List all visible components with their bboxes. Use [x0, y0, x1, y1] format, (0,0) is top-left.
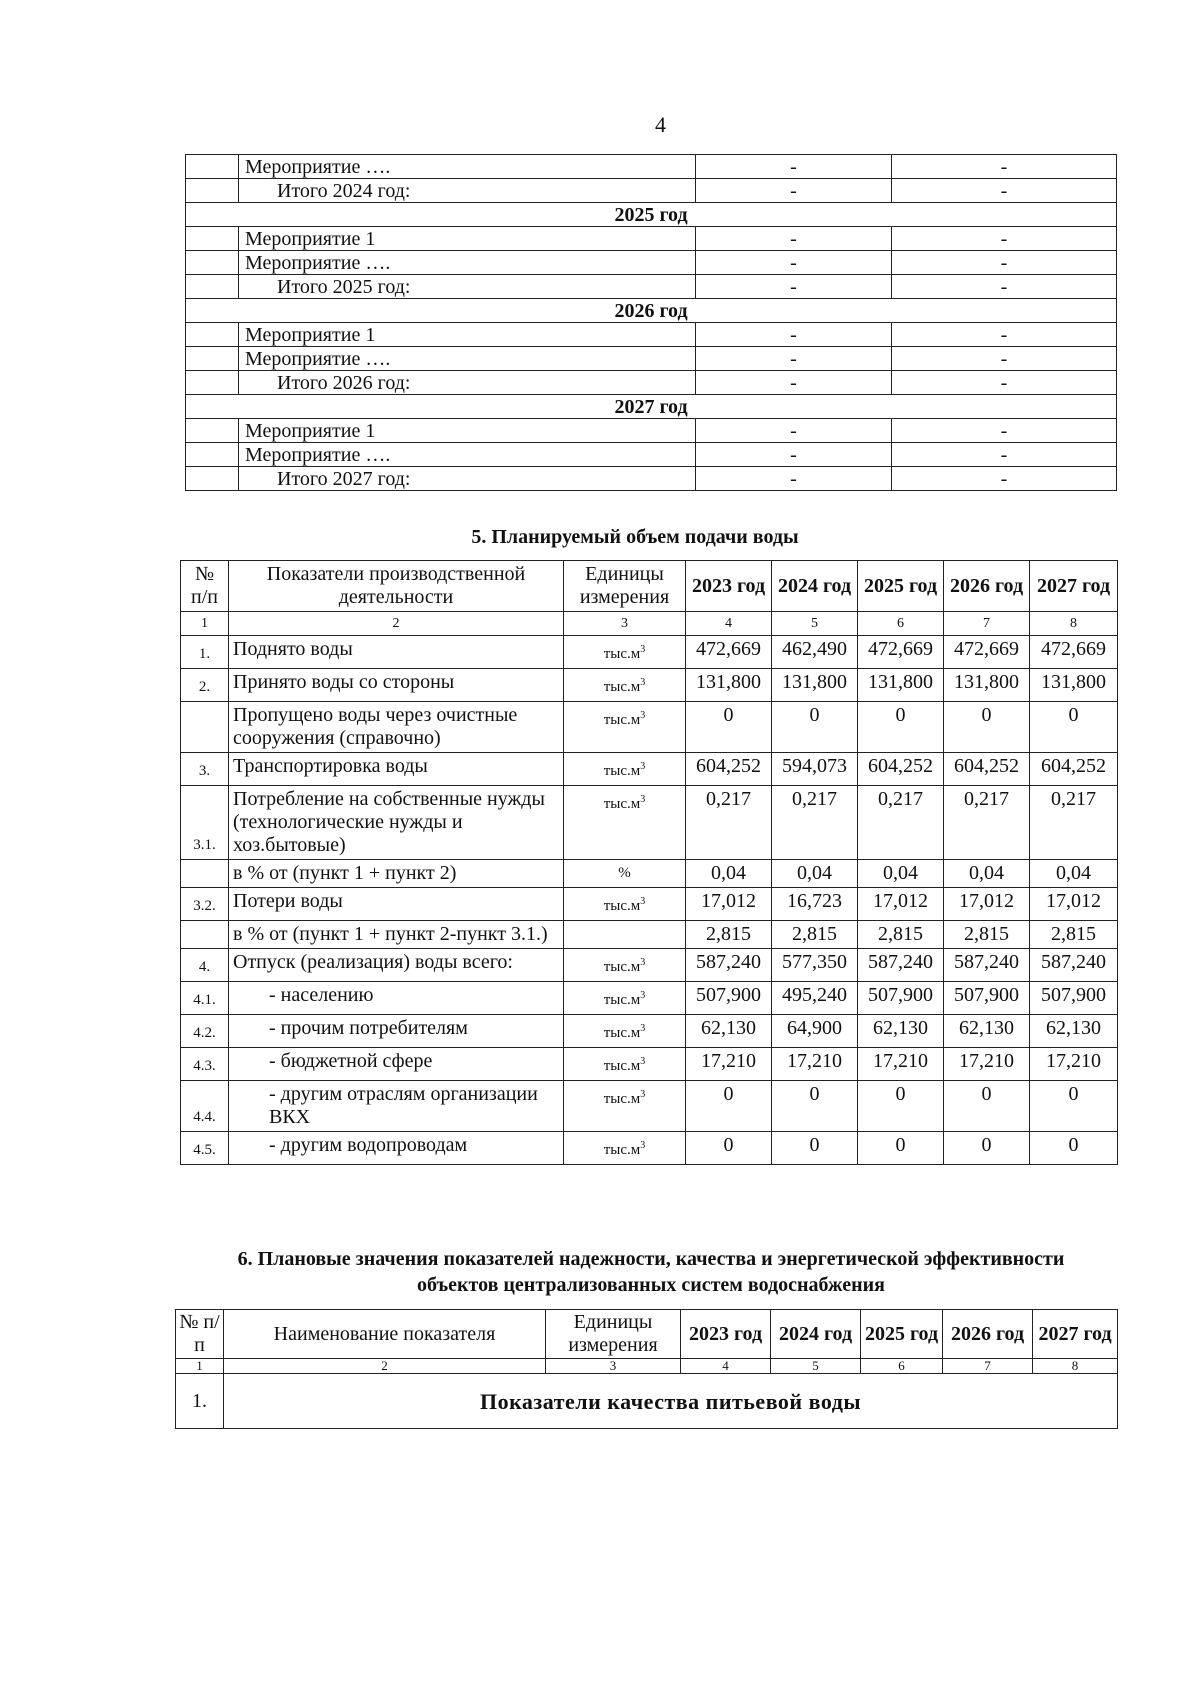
value-cell: 17,210 — [686, 1048, 772, 1081]
column-index: 8 — [1033, 1359, 1118, 1374]
value-cell: 17,012 — [1030, 888, 1118, 921]
unit-cell — [564, 786, 686, 860]
measure-value: - — [696, 323, 892, 347]
value-cell: 0,04 — [772, 860, 858, 888]
value-cell: 507,900 — [686, 982, 772, 1015]
row-number: 2. — [181, 669, 229, 702]
row-number: 3. — [181, 753, 229, 786]
measure-label: Мероприятие …. — [239, 155, 696, 179]
row-num-cell — [186, 179, 239, 203]
indicator-label: Пропущено воды через очистные сооружения (справочно) — [229, 702, 564, 753]
value-cell: 604,252 — [1030, 753, 1118, 786]
indicator-label: Потребление на собственные нужды (технологические нужды и хоз.бытовые) — [229, 786, 564, 860]
table-header-row — [176, 1310, 1118, 1359]
indicator-label: Принято воды со стороны — [229, 669, 564, 702]
year-heading: 2026 год — [186, 299, 1117, 323]
value-cell: 0 — [772, 1132, 858, 1165]
measure-row — [186, 347, 1117, 371]
value-cell: 62,130 — [1030, 1015, 1118, 1048]
measure-value: - — [696, 251, 892, 275]
table-row — [181, 1081, 1118, 1132]
total-row — [186, 467, 1117, 491]
header-year: 2024 год — [771, 1310, 861, 1359]
measure-value: - — [696, 443, 892, 467]
value-cell: 17,210 — [772, 1048, 858, 1081]
unit-cell — [564, 1132, 686, 1165]
measure-value: - — [892, 155, 1117, 179]
unit-cell — [564, 702, 686, 753]
unit-text: тыс.м — [603, 1091, 641, 1107]
row-number — [181, 921, 229, 949]
value-cell: 507,900 — [1030, 982, 1118, 1015]
measure-label: Мероприятие 1 — [239, 227, 696, 251]
total-label: Итого 2025 год: — [239, 275, 696, 299]
water-supply-volume-table — [180, 560, 1118, 1165]
unit-superscript: 3 — [640, 710, 646, 721]
value-cell: 2,815 — [1030, 921, 1118, 949]
value-cell: 131,800 — [944, 669, 1030, 702]
header-unit: Единицы измерения — [546, 1310, 681, 1359]
unit-superscript: 3 — [640, 1140, 646, 1151]
value-cell: 16,723 — [772, 888, 858, 921]
indicator-label: в % от (пункт 1 + пункт 2) — [229, 860, 564, 888]
column-index-row — [181, 612, 1118, 636]
row-num-cell — [186, 419, 239, 443]
section-6-title-line-2: объектов централизованных систем водоснабжения — [416, 1274, 886, 1296]
header-year: 2027 год — [1030, 561, 1118, 612]
row-num-cell — [186, 443, 239, 467]
measure-label: Мероприятие …. — [239, 347, 696, 371]
total-row — [186, 179, 1117, 203]
value-cell: 17,012 — [858, 888, 944, 921]
unit-cell — [564, 1081, 686, 1132]
indicators-table — [175, 1309, 1118, 1429]
section-row — [176, 1374, 1118, 1429]
row-number: 1. — [181, 636, 229, 669]
row-number: 4.5. — [181, 1132, 229, 1165]
total-row — [186, 275, 1117, 299]
column-index: 7 — [943, 1359, 1033, 1374]
year-row — [186, 203, 1117, 227]
measure-value: - — [892, 275, 1117, 299]
table-header-row — [181, 561, 1118, 612]
measure-label: Мероприятие 1 — [239, 419, 696, 443]
year-row — [186, 395, 1117, 419]
value-cell: 0 — [858, 1132, 944, 1165]
column-index: 4 — [681, 1359, 771, 1374]
value-cell: 0,217 — [858, 786, 944, 860]
unit-superscript: 3 — [640, 896, 646, 907]
header-year: 2023 год — [686, 561, 772, 612]
value-cell: 131,800 — [1030, 669, 1118, 702]
value-cell: 0 — [686, 1132, 772, 1165]
unit-cell — [564, 669, 686, 702]
table-row — [181, 982, 1118, 1015]
indicator-label: - населению — [229, 982, 564, 1015]
value-cell: 0 — [686, 702, 772, 753]
indicator-label: Транспортировка воды — [229, 753, 564, 786]
column-index: 6 — [858, 612, 944, 636]
indicator-label: Поднято воды — [229, 636, 564, 669]
measure-label: Мероприятие …. — [239, 251, 696, 275]
value-cell: 0,04 — [944, 860, 1030, 888]
value-cell: 472,669 — [858, 636, 944, 669]
row-num-cell — [186, 275, 239, 299]
value-cell: 507,900 — [858, 982, 944, 1015]
unit-text: тыс.м — [603, 763, 641, 779]
column-index: 3 — [564, 612, 686, 636]
header-year: 2026 год — [943, 1310, 1033, 1359]
unit-text: тыс.м — [603, 959, 641, 975]
row-num-cell — [186, 371, 239, 395]
value-cell: 587,240 — [858, 949, 944, 982]
value-cell: 0,217 — [686, 786, 772, 860]
header-year: 2027 год — [1033, 1310, 1118, 1359]
measure-value: - — [892, 419, 1117, 443]
row-num-cell — [186, 347, 239, 371]
header-year: 2026 год — [944, 561, 1030, 612]
measure-value: - — [696, 227, 892, 251]
indicator-label: Потери воды — [229, 888, 564, 921]
value-cell: 0 — [858, 1081, 944, 1132]
value-cell: 594,073 — [772, 753, 858, 786]
unit-cell — [564, 753, 686, 786]
value-cell: 495,240 — [772, 982, 858, 1015]
value-cell: 131,800 — [858, 669, 944, 702]
row-num-cell — [186, 323, 239, 347]
year-heading: 2025 год — [186, 203, 1117, 227]
row-number — [181, 702, 229, 753]
column-index: 4 — [686, 612, 772, 636]
value-cell: 0 — [686, 1081, 772, 1132]
value-cell: 17,210 — [1030, 1048, 1118, 1081]
value-cell: 472,669 — [686, 636, 772, 669]
row-number: 4.1. — [181, 982, 229, 1015]
measure-value: - — [892, 323, 1117, 347]
unit-cell — [564, 888, 686, 921]
indicator-label: - прочим потребителям — [229, 1015, 564, 1048]
total-row — [186, 371, 1117, 395]
measure-label: Мероприятие 1 — [239, 323, 696, 347]
unit-cell — [564, 949, 686, 982]
measure-row — [186, 443, 1117, 467]
value-cell: 0 — [1030, 702, 1118, 753]
total-label: Итого 2024 год: — [239, 179, 696, 203]
value-cell: 2,815 — [686, 921, 772, 949]
year-heading: 2027 год — [186, 395, 1117, 419]
value-cell: 2,815 — [858, 921, 944, 949]
indicator-label: Отпуск (реализация) воды всего: — [229, 949, 564, 982]
table-row — [181, 753, 1118, 786]
indicator-label: - бюджетной сфере — [229, 1048, 564, 1081]
value-cell: 64,900 — [772, 1015, 858, 1048]
unit-text: тыс.м — [603, 1142, 641, 1158]
section-row-num: 1. — [176, 1374, 224, 1429]
value-cell: 0,04 — [858, 860, 944, 888]
row-num-cell — [186, 155, 239, 179]
value-cell: 131,800 — [772, 669, 858, 702]
measure-value: - — [696, 347, 892, 371]
measure-value: - — [892, 443, 1117, 467]
value-cell: 0,217 — [1030, 786, 1118, 860]
row-num-cell — [186, 467, 239, 491]
unit-superscript: 3 — [640, 677, 646, 688]
value-cell: 17,012 — [944, 888, 1030, 921]
measure-row — [186, 419, 1117, 443]
unit-text: тыс.м — [603, 679, 641, 695]
row-number — [181, 860, 229, 888]
unit-text: тыс.м — [603, 796, 641, 812]
value-cell: 0,217 — [944, 786, 1030, 860]
value-cell: 0 — [772, 1081, 858, 1132]
column-index: 3 — [546, 1359, 681, 1374]
section-row-label: Показатели качества питьевой воды — [224, 1374, 1118, 1429]
header-year: 2025 год — [861, 1310, 943, 1359]
section-6-title-line-1: 6. Плановые значения показателей надежности, качества и энергетической эффективности — [237, 1248, 1065, 1270]
measure-value: - — [892, 371, 1117, 395]
value-cell: 17,012 — [686, 888, 772, 921]
value-cell: 0 — [944, 1132, 1030, 1165]
table-row — [181, 636, 1118, 669]
row-number: 4.3. — [181, 1048, 229, 1081]
value-cell: 0 — [944, 702, 1030, 753]
header-year: 2023 год — [681, 1310, 771, 1359]
header-indicator: Показатели производственной деятельности — [229, 561, 564, 612]
row-number: 4. — [181, 949, 229, 982]
value-cell: 472,669 — [944, 636, 1030, 669]
section-5-title: 5. Планируемый объем подачи воды — [471, 526, 799, 548]
table-row — [181, 921, 1118, 949]
value-cell: 0 — [1030, 1081, 1118, 1132]
value-cell: 17,210 — [944, 1048, 1030, 1081]
value-cell: 472,669 — [1030, 636, 1118, 669]
unit-cell — [564, 982, 686, 1015]
value-cell: 0 — [858, 702, 944, 753]
table-row — [181, 702, 1118, 753]
value-cell: 0,217 — [772, 786, 858, 860]
value-cell: 604,252 — [686, 753, 772, 786]
indicator-label: в % от (пункт 1 + пункт 2-пункт 3.1.) — [229, 921, 564, 949]
value-cell: 17,210 — [858, 1048, 944, 1081]
column-index: 1 — [176, 1359, 224, 1374]
value-cell: 577,350 — [772, 949, 858, 982]
indicator-label: - другим водопроводам — [229, 1132, 564, 1165]
value-cell: 62,130 — [944, 1015, 1030, 1048]
measure-value: - — [892, 179, 1117, 203]
unit-cell — [564, 636, 686, 669]
table-row — [181, 860, 1118, 888]
table-row — [181, 786, 1118, 860]
unit-text: тыс.м — [603, 992, 641, 1008]
measure-value: - — [892, 227, 1117, 251]
unit-text: тыс.м — [603, 1025, 641, 1041]
unit-superscript: 3 — [640, 761, 646, 772]
column-index: 2 — [229, 612, 564, 636]
table-row — [181, 1015, 1118, 1048]
measure-value: - — [696, 467, 892, 491]
value-cell: 587,240 — [686, 949, 772, 982]
total-label: Итого 2027 год: — [239, 467, 696, 491]
unit-text: тыс.м — [603, 712, 641, 728]
value-cell: 0 — [944, 1081, 1030, 1132]
table-row — [181, 1132, 1118, 1165]
row-number: 4.2. — [181, 1015, 229, 1048]
column-index-row — [176, 1359, 1118, 1374]
column-index: 5 — [772, 612, 858, 636]
value-cell: 2,815 — [772, 921, 858, 949]
value-cell: 0 — [1030, 1132, 1118, 1165]
measure-value: - — [696, 155, 892, 179]
measures-table — [185, 154, 1117, 491]
measure-value: - — [696, 179, 892, 203]
unit-superscript: 3 — [640, 794, 646, 805]
unit-cell — [564, 860, 686, 888]
unit-cell — [564, 1048, 686, 1081]
unit-superscript: 3 — [640, 957, 646, 968]
measure-row — [186, 251, 1117, 275]
value-cell: 0,04 — [686, 860, 772, 888]
unit-text: % — [618, 865, 631, 881]
unit-text: тыс.м — [603, 646, 641, 662]
measure-row — [186, 155, 1117, 179]
measure-value: - — [696, 275, 892, 299]
row-number: 3.2. — [181, 888, 229, 921]
unit-superscript: 3 — [640, 1089, 646, 1100]
column-index: 2 — [224, 1359, 546, 1374]
value-cell: 62,130 — [686, 1015, 772, 1048]
value-cell: 0,04 — [1030, 860, 1118, 888]
value-cell: 0 — [772, 702, 858, 753]
total-label: Итого 2026 год: — [239, 371, 696, 395]
year-row — [186, 299, 1117, 323]
table-row — [181, 888, 1118, 921]
value-cell: 462,490 — [772, 636, 858, 669]
column-index: 1 — [181, 612, 229, 636]
value-cell: 62,130 — [858, 1015, 944, 1048]
value-cell: 131,800 — [686, 669, 772, 702]
value-cell: 587,240 — [1030, 949, 1118, 982]
unit-superscript: 3 — [640, 1056, 646, 1067]
header-year: 2024 год — [772, 561, 858, 612]
measure-value: - — [696, 419, 892, 443]
header-num: № п/п — [176, 1310, 224, 1359]
header-unit: Единицы измерения — [564, 561, 686, 612]
page-number: 4 — [655, 112, 666, 137]
measure-value: - — [892, 251, 1117, 275]
measure-value: - — [892, 467, 1117, 491]
measure-label: Мероприятие …. — [239, 443, 696, 467]
row-num-cell — [186, 227, 239, 251]
measure-value: - — [892, 347, 1117, 371]
value-cell: 604,252 — [944, 753, 1030, 786]
row-num-cell — [186, 251, 239, 275]
value-cell: 2,815 — [944, 921, 1030, 949]
unit-superscript: 3 — [640, 644, 646, 655]
section-6-title — [185, 1246, 1117, 1298]
column-index: 8 — [1030, 612, 1118, 636]
indicator-label: - другим отраслям организации ВКХ — [229, 1081, 564, 1132]
measure-row — [186, 323, 1117, 347]
unit-cell — [564, 921, 686, 949]
unit-superscript: 3 — [640, 1023, 646, 1034]
table-row — [181, 669, 1118, 702]
value-cell: 604,252 — [858, 753, 944, 786]
unit-cell — [564, 1015, 686, 1048]
value-cell: 587,240 — [944, 949, 1030, 982]
column-index: 5 — [771, 1359, 861, 1374]
value-cell: 507,900 — [944, 982, 1030, 1015]
table-row — [181, 949, 1118, 982]
row-number: 4.4. — [181, 1081, 229, 1132]
unit-superscript: 3 — [640, 990, 646, 1001]
table-row — [181, 1048, 1118, 1081]
row-number: 3.1. — [181, 786, 229, 860]
measure-row — [186, 227, 1117, 251]
header-year: 2025 год — [858, 561, 944, 612]
column-index: 6 — [861, 1359, 943, 1374]
unit-text: тыс.м — [603, 1058, 641, 1074]
measure-value: - — [696, 371, 892, 395]
header-indicator: Наименование показателя — [224, 1310, 546, 1359]
header-num: № п/п — [181, 561, 229, 612]
column-index: 7 — [944, 612, 1030, 636]
unit-text: тыс.м — [603, 898, 641, 914]
